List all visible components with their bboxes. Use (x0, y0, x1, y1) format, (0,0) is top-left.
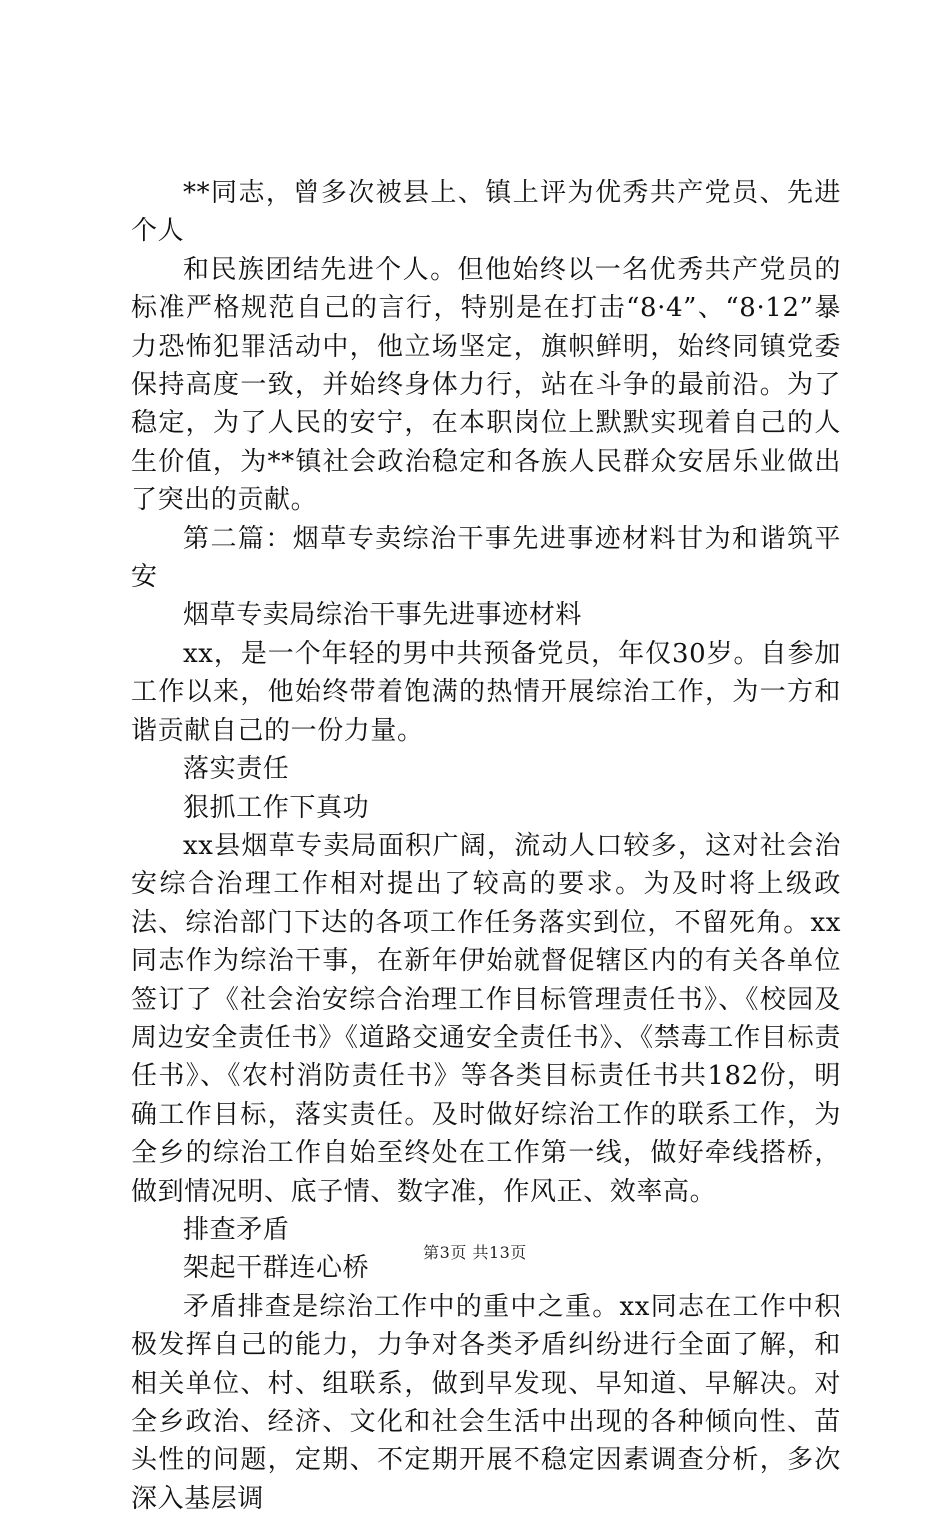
document-body (131, 174, 841, 1518)
paragraph: 和民族团结先进个人。但他始终以一名优秀共产党员的标准严格规范自己的言行，特别是在打击“8·4”、“8·12”暴力恐怖犯罪活动中，他立场坚定，旗帜鲜明，始终同镇党委保持高度一致，并始终身体力行，站在斗争的最前沿。为了稳定，为了人民的安宁，在本职岗位上默默实现着自己的人生价值，为**镇社会政治稳定和各族人民群众安居乐业做出了突出的贡献。 (131, 254, 841, 516)
section-subtitle: 烟草专卖局综治干事先进事迹材料 (183, 600, 583, 631)
subheading: 落实责任 (183, 754, 290, 785)
page-footer: 第3页 共13页 (423, 1243, 527, 1262)
paragraph: xx县烟草专卖局面积广阔，流动人口较多，这对社会治安综合治理工作相对提出了较高的要求。为及时将上级政法、综治部门下达的各项工作任务落实到位，不留死角。xx同志作为综治干事，在新年伊始就督促辖区内的有关各单位签订了《社会治安综合治理工作目标管理责任书》、《校园及周边安全责任书》《道路交通安全责任书》、《禁毒工作目标责任书》、《农村消防责任书》等各类目标责任书共182份，明确工作目标，落实责任。及时做好综治工作的联系工作，为全乡的综治工作自始至终处在工作第一线，做好牵线搭桥，做到情况明、底子情、数字准，作风正、效率高。 (131, 830, 841, 1207)
subheading: 狠抓工作下真功 (183, 792, 370, 823)
paragraph: **同志，曾多次被县上、镇上评为优秀共产党员、先进个人 (131, 178, 841, 247)
paragraph: 矛盾排查是综治工作中的重中之重。xx同志在工作中积极发挥自己的能力，力争对各类矛盾纠纷进行全面了解，和相关单位、村、组联系，做到早发现、早知道、早解决。对全乡政治、经济、文化和社会生活中出现的各种倾向性、苗头性的问题，定期、不定期开展不稳定因素调查分析，多次深入基层调 (131, 1291, 841, 1514)
subheading: 排查矛盾 (183, 1214, 290, 1245)
section-title: 第二篇：烟草专卖综治干事先进事迹材料甘为和谐筑平安 (131, 523, 841, 593)
paragraph: xx，是一个年轻的男中共预备党员，年仅30岁。自参加工作以来，他始终带着饱满的热情开展综治工作，为一方和谐贡献自己的一份力量。 (131, 638, 841, 746)
subheading: 架起干群连心桥 (183, 1253, 370, 1284)
